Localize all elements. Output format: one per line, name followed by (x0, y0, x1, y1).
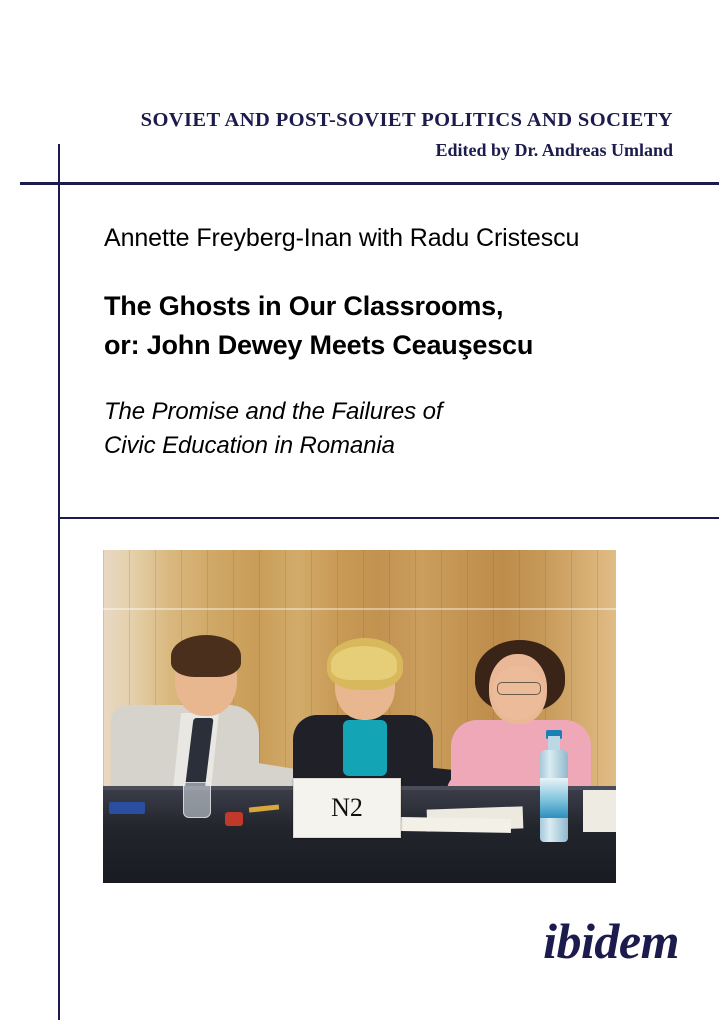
photo-blue-object (109, 802, 145, 814)
photo-name-card (293, 778, 401, 838)
photo-person-left-hair (171, 635, 241, 677)
photo-papers-stack-secondary (401, 817, 511, 833)
divider-top (20, 182, 719, 185)
photo-person-center-top (343, 720, 387, 776)
book-subtitle (104, 395, 704, 463)
photo-person-right-glasses (497, 682, 541, 695)
book-subtitle-line-1: The Promise and the Failures of (104, 397, 443, 425)
series-header (0, 108, 719, 161)
photo-drinking-glass (183, 782, 211, 818)
photo-person-center-hair-highlight (331, 646, 397, 680)
series-title: SOVIET AND POST-SOVIET POLITICS AND SOCIETY (140, 109, 673, 131)
photo-bottle-label (540, 778, 568, 818)
series-editor: Edited by Dr. Andreas Umland (435, 139, 673, 160)
cover-photograph (103, 550, 616, 883)
photo-paper-right (583, 790, 616, 832)
divider-vertical (58, 144, 60, 1020)
title-block (104, 222, 704, 463)
book-title-line-1: The Ghosts in Our Classrooms, (104, 290, 504, 321)
divider-middle (59, 517, 719, 519)
book-subtitle-line-2: Civic Education in Romania (104, 431, 395, 459)
photo-red-object (225, 812, 243, 826)
photo-name-card-text: N2 (331, 793, 363, 822)
book-authors: Annette Freyberg-Inan with Radu Cristescu (104, 224, 580, 252)
photo-wall-seam (103, 608, 616, 610)
publisher-logo: ibidem (543, 913, 679, 969)
book-title-line-2: or: John Dewey Meets Ceauşescu (104, 329, 534, 360)
book-title (104, 287, 704, 365)
